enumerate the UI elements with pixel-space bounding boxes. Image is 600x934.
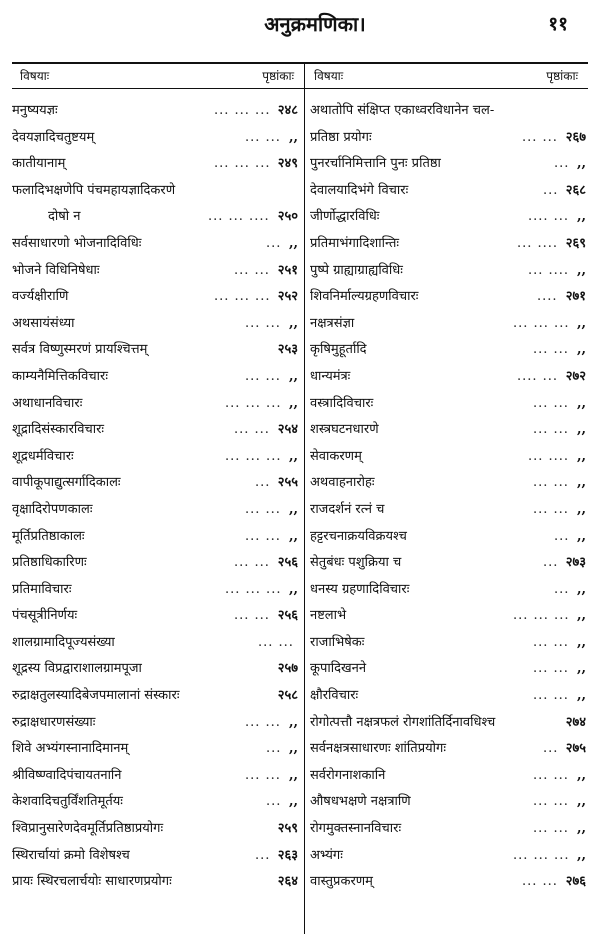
index-entry	[310, 470, 590, 497]
entry-page-number: २७५	[565, 741, 586, 757]
index-entry	[310, 444, 590, 471]
leader-dots: ...	[255, 847, 271, 863]
index-entry	[310, 603, 590, 630]
entry-page-number: २६३	[277, 847, 298, 863]
entry-page-number: २४८	[277, 103, 298, 118]
leader-dots: ... ... ...	[225, 448, 282, 464]
entry-subject: सर्वनक्षत्रसाधारणः शांतिप्रयोगः	[310, 741, 446, 757]
page-label: पृष्ठांकाः	[546, 69, 578, 83]
index-entry	[12, 683, 302, 710]
entry-page-number: ,,	[576, 209, 586, 225]
leader-dots: ... ...	[533, 342, 569, 358]
index-entry	[310, 577, 590, 604]
index-entry	[12, 630, 302, 657]
column-divider	[304, 62, 305, 934]
leader-dots: ...	[543, 555, 559, 571]
leader-dots: ... ... ...	[225, 581, 282, 597]
leader-dots: ...	[554, 528, 570, 544]
leader-dots: ... ...	[533, 661, 569, 677]
entry-subject: क्षौरविचारः	[310, 688, 359, 704]
index-entry	[310, 656, 590, 683]
left-column	[12, 98, 302, 896]
entry-page-number: ,,	[576, 688, 586, 704]
entry-page-number: २५७	[277, 661, 298, 677]
index-entry	[12, 869, 302, 896]
entry-subject: वस्त्रादिविचारः	[310, 395, 374, 411]
index-entry	[310, 683, 590, 710]
page-header	[0, 0, 600, 52]
leader-dots: ... ... ....	[208, 209, 270, 225]
entry-page-number: २७२	[565, 368, 586, 384]
leader-dots: ... ... ...	[214, 289, 271, 305]
index-entry	[12, 284, 302, 311]
entry-page-number: ,,	[576, 342, 586, 358]
entry-subject: जीर्णोद्धारविधिः	[310, 209, 380, 225]
leader-dots: ... ....	[528, 262, 570, 278]
index-entry	[12, 470, 302, 497]
entry-page-number: ,,	[576, 156, 586, 172]
index-entry	[12, 577, 302, 604]
index-entry	[310, 524, 590, 551]
entry-subject: देवयज्ञादिचतुष्टयम्	[12, 129, 95, 145]
entry-page-number: २७१	[565, 289, 586, 305]
leader-dots: ... ...	[234, 262, 270, 278]
index-entry	[310, 710, 590, 737]
entry-subject: वृक्षादिरोपणकालः	[12, 501, 93, 517]
header-rule	[12, 88, 588, 89]
leader-dots: ... ... ...	[513, 847, 570, 863]
entry-subject: नष्टलाभे	[310, 608, 347, 624]
entry-subject: अथाधानविचारः	[12, 395, 83, 411]
entry-subject: शूद्रधर्मविचारः	[12, 448, 74, 464]
leader-dots: ... ...	[234, 555, 270, 571]
index-entry	[310, 258, 590, 285]
entry-subject: कूपादिखनने	[310, 661, 367, 677]
entry-page-number: ,,	[576, 262, 586, 278]
index-entry	[12, 497, 302, 524]
entry-subject: हट्टरचनाक्रयविक्रयश्च	[310, 528, 407, 544]
entry-page-number: २६४	[277, 874, 298, 890]
entry-page-number: २५१	[277, 262, 298, 278]
entry-subject: सेवाकरणम्	[310, 448, 362, 464]
index-entry	[310, 364, 590, 391]
entry-subject: शिवनिर्माल्यग्रहणविचारः	[310, 289, 419, 305]
index-entry	[12, 550, 302, 577]
leader-dots: ...	[266, 741, 282, 757]
entry-subject: प्रतिमाभंगादिशान्तिः	[310, 235, 400, 251]
entry-subject: राजाभिषेकः	[310, 634, 365, 650]
entry-subject: प्रतिमाविचारः	[12, 581, 72, 597]
index-entry	[310, 497, 590, 524]
leader-dots: ... ...	[245, 129, 281, 145]
entry-subject: राजदर्शनं रत्नं च	[310, 501, 385, 517]
leader-dots: ... ... ...	[214, 103, 271, 118]
index-entry	[310, 843, 590, 870]
entry-page-number: ,,	[288, 741, 298, 757]
entry-page-number: ,,	[576, 608, 586, 624]
entry-page-number: २६७	[565, 129, 586, 145]
entry-page-number: ,,	[576, 315, 586, 331]
entry-subject: रोगमुक्तस्नानविचारः	[310, 821, 402, 837]
entry-subject: प्रायः स्थिरचलार्चयोः साधारणप्रयोगः	[12, 874, 172, 890]
index-entry	[12, 125, 302, 152]
index-entry	[310, 816, 590, 843]
entry-subject: शूद्रादिसंस्कारविचारः	[12, 422, 105, 438]
index-entry	[12, 603, 302, 630]
index-entry	[12, 763, 302, 790]
leader-dots: ... ...	[258, 634, 294, 650]
leader-dots: .... ...	[528, 209, 570, 225]
entry-page-number: २४९	[277, 156, 298, 172]
index-entry	[12, 789, 302, 816]
entry-page-number: २५८	[277, 688, 298, 704]
index-entry	[310, 178, 590, 205]
entry-subject: धनस्य ग्रहणादिविचारः	[310, 581, 410, 597]
index-entry	[12, 258, 302, 285]
entry-page-number: ,,	[288, 581, 298, 597]
leader-dots: ...	[554, 581, 570, 597]
index-entry	[12, 417, 302, 444]
entry-page-number: २७६	[565, 874, 586, 890]
entry-subject: नक्षत्रसंज्ञा	[310, 315, 355, 331]
index-entry	[310, 98, 590, 125]
entry-page-number: ,,	[576, 448, 586, 464]
leader-dots: ... ...	[533, 821, 569, 837]
leader-dots: ...	[543, 182, 559, 198]
entry-subject: स्थिरार्चायां क्रमो विशेषश्च	[12, 847, 130, 863]
left-column-header	[12, 65, 304, 87]
entry-subject: सर्वरोगनाशकानि	[310, 767, 386, 783]
index-entry	[310, 736, 590, 763]
entry-page-number: ,,	[288, 448, 298, 464]
leader-dots: ... ...	[533, 767, 569, 783]
leader-dots: ... ...	[245, 315, 281, 331]
entry-page-number: ,,	[576, 847, 586, 863]
index-entry	[12, 98, 302, 125]
index-entry	[12, 736, 302, 763]
index-entry	[12, 710, 302, 737]
entry-subject: रुद्राक्षतुलस्यादिबेजपमालानां संस्कारः	[12, 688, 180, 704]
top-rule	[12, 62, 588, 64]
leader-dots: ... ...	[522, 129, 558, 145]
subject-label: विषयाः	[20, 69, 50, 83]
entry-page-number: २६८	[565, 182, 586, 198]
entry-page-number: २७४	[565, 714, 586, 730]
index-entry	[12, 656, 302, 683]
leader-dots: ... ...	[533, 501, 569, 517]
leader-dots: ... ...	[533, 475, 569, 491]
entry-page-number: ,,	[576, 422, 586, 438]
entry-subject: देवालयादिभंगे विचारः	[310, 182, 409, 198]
entry-subject: रुद्राक्षधारणसंख्याः	[12, 714, 96, 730]
entry-page-number: २५६	[277, 608, 298, 624]
index-entry	[310, 311, 590, 338]
leader-dots: ... ...	[533, 634, 569, 650]
entry-page-number: ,,	[576, 395, 586, 411]
entry-subject: पुष्पे ग्राह्याग्राह्यविधिः	[310, 262, 403, 278]
leader-dots: ... ...	[245, 528, 281, 544]
entry-subject: श्विप्रानुसारेणदेवमूर्तिप्रतिष्ठाप्रयोगः	[12, 821, 164, 837]
leader-dots: ... ... ...	[225, 395, 282, 411]
entry-page-number: २५४	[277, 422, 298, 438]
entry-page-number: ,,	[288, 528, 298, 544]
entry-page-number: ,,	[576, 794, 586, 810]
leader-dots: ...	[554, 156, 570, 172]
index-entry	[310, 763, 590, 790]
entry-subject: दोषो न	[48, 209, 81, 225]
entry-page-number: २५०	[277, 209, 298, 225]
entry-page-number: ,,	[288, 235, 298, 251]
right-column	[310, 98, 590, 896]
entry-subject: अथातोपि संक्षिप्त एकाध्वरविधानेन चल-	[310, 103, 495, 118]
index-entry	[12, 204, 302, 231]
leader-dots: .... ...	[517, 368, 559, 384]
index-entry	[12, 816, 302, 843]
index-entry	[12, 337, 302, 364]
leader-dots: ...	[266, 794, 282, 810]
entry-subject: अथवाहनारोहः	[310, 475, 375, 491]
index-entry	[12, 151, 302, 178]
index-entry	[310, 630, 590, 657]
leader-dots: ...	[543, 741, 559, 757]
subject-label: विषयाः	[314, 69, 344, 83]
entry-page-number: ,,	[288, 794, 298, 810]
leader-dots: ...	[266, 235, 282, 251]
entry-subject: फलादिभक्षणेपि पंचमहायज्ञादिकरणे	[12, 182, 176, 198]
entry-page-number: ,,	[288, 714, 298, 730]
entry-subject: शालग्रामादिपूज्यसंख्या	[12, 634, 115, 650]
entry-subject: सेतुबंधः पशुक्रिया च	[310, 555, 402, 571]
entry-subject: काम्यनैमित्तिकविचारः	[12, 368, 108, 384]
entry-subject: सर्वसाधारणो भोजनादिविधिः	[12, 235, 142, 251]
entry-subject: शस्त्रघटनधारणे	[310, 422, 379, 438]
index-entry	[310, 204, 590, 231]
index-entry	[310, 789, 590, 816]
leader-dots: ... ...	[533, 794, 569, 810]
entry-page-number: २७३	[565, 555, 586, 571]
entry-subject: कृषिमुहूर्तादि	[310, 342, 367, 358]
right-column-header	[306, 65, 588, 87]
leader-dots: ....	[537, 289, 558, 305]
index-entry	[12, 178, 302, 205]
index-entry	[310, 231, 590, 258]
entry-page-number: ,,	[576, 528, 586, 544]
leader-dots: ... ...	[245, 501, 281, 517]
entry-subject: वापीकूपाद्युत्सर्गादिकालः	[12, 475, 121, 491]
entry-page-number: २५९	[277, 821, 298, 837]
entry-subject: मनुष्ययज्ञः	[12, 103, 58, 118]
index-entry	[310, 869, 590, 896]
entry-subject: अथसायंसंध्या	[12, 315, 75, 331]
leader-dots: ... ...	[245, 714, 281, 730]
entry-page-number: २५५	[277, 475, 298, 491]
entry-subject: वास्तुप्रकरणम्	[310, 874, 373, 890]
entry-subject: औषधभक्षणे नक्षत्राणि	[310, 794, 411, 810]
entry-subject: शूद्रस्य विप्रद्वाराशालग्रामपूजा	[12, 661, 142, 677]
entry-page-number: ,,	[576, 475, 586, 491]
leader-dots: ... ....	[517, 235, 559, 251]
leader-dots: ... ...	[234, 422, 270, 438]
entry-subject: रोगोत्पत्तौ नक्षत्रफलं रोगशांतिर्दिनावधिश्च	[310, 714, 496, 730]
entry-page-number: २५२	[277, 289, 298, 305]
entry-page-number: ,,	[288, 368, 298, 384]
entry-page-number: ,,	[576, 581, 586, 597]
leader-dots: ... ...	[245, 767, 281, 783]
entry-subject: मूर्तिप्रतिष्ठाकालः	[12, 528, 85, 544]
entry-subject: कातीयानाम्	[12, 156, 66, 172]
page-label: पृष्ठांकाः	[262, 69, 294, 83]
index-entry	[12, 311, 302, 338]
page-number: ११	[548, 13, 568, 35]
leader-dots: ... ...	[522, 874, 558, 890]
leader-dots: ... ... ...	[214, 156, 271, 172]
index-entry	[310, 550, 590, 577]
index-entry	[310, 391, 590, 418]
leader-dots: ... ...	[533, 688, 569, 704]
entry-subject: पुनरर्चानिमित्तानि पुनः प्रतिष्ठा	[310, 156, 441, 172]
index-entry	[310, 151, 590, 178]
page-title: अनुक्रमणिका।	[264, 12, 366, 36]
entry-page-number: ,,	[288, 395, 298, 411]
leader-dots: ... ...	[533, 395, 569, 411]
entry-page-number: ,,	[288, 129, 298, 145]
index-entry	[12, 231, 302, 258]
entry-page-number: ,,	[576, 767, 586, 783]
entry-subject: पंचसूत्रीनिर्णयः	[12, 608, 78, 624]
entry-page-number: २६९	[565, 235, 586, 251]
index-entry	[12, 391, 302, 418]
entry-page-number: २५६	[277, 555, 298, 571]
index-entry	[310, 284, 590, 311]
index-entry	[310, 337, 590, 364]
index-entry	[12, 524, 302, 551]
leader-dots: ... ...	[533, 422, 569, 438]
entry-subject: शिवे अभ्यंगस्नानादिमानम्	[12, 741, 129, 757]
index-entry	[12, 444, 302, 471]
entry-subject: श्रीविष्ण्वादिपंचायतनानि	[12, 767, 122, 783]
entry-subject: भोजने विधिनिषेधाः	[12, 262, 100, 278]
entry-page-number: ,,	[288, 767, 298, 783]
leader-dots: ... ...	[234, 608, 270, 624]
entry-page-number: ,,	[288, 501, 298, 517]
entry-page-number: ,,	[288, 315, 298, 331]
leader-dots: ... ... ...	[513, 608, 570, 624]
entry-page-number: ,,	[576, 821, 586, 837]
entry-page-number: २५३	[277, 342, 298, 358]
index-entry	[310, 125, 590, 152]
leader-dots: ...	[255, 475, 271, 491]
entry-subject: केशवादिचतुर्विंशतिमूर्तयः	[12, 794, 123, 810]
index-entry	[12, 843, 302, 870]
entry-subject: अभ्यंगः	[310, 847, 343, 863]
index-entry	[12, 364, 302, 391]
index-entry	[310, 417, 590, 444]
entry-page-number: ,,	[576, 501, 586, 517]
entry-page-number: ,,	[576, 661, 586, 677]
entry-subject: सर्वत्र विष्णुस्मरणं प्रायश्चित्तम्	[12, 342, 148, 358]
entry-subject: प्रतिष्ठाधिकारिणः	[12, 555, 87, 571]
entry-subject: धान्यमंत्रः	[310, 368, 351, 384]
leader-dots: ... ...	[245, 368, 281, 384]
leader-dots: ... ... ...	[513, 315, 570, 331]
entry-subject: प्रतिष्ठा प्रयोगः	[310, 129, 372, 145]
entry-subject: वर्ज्यक्षीराणि	[12, 289, 69, 305]
entry-page-number: ,,	[576, 634, 586, 650]
leader-dots: ... ....	[528, 448, 570, 464]
